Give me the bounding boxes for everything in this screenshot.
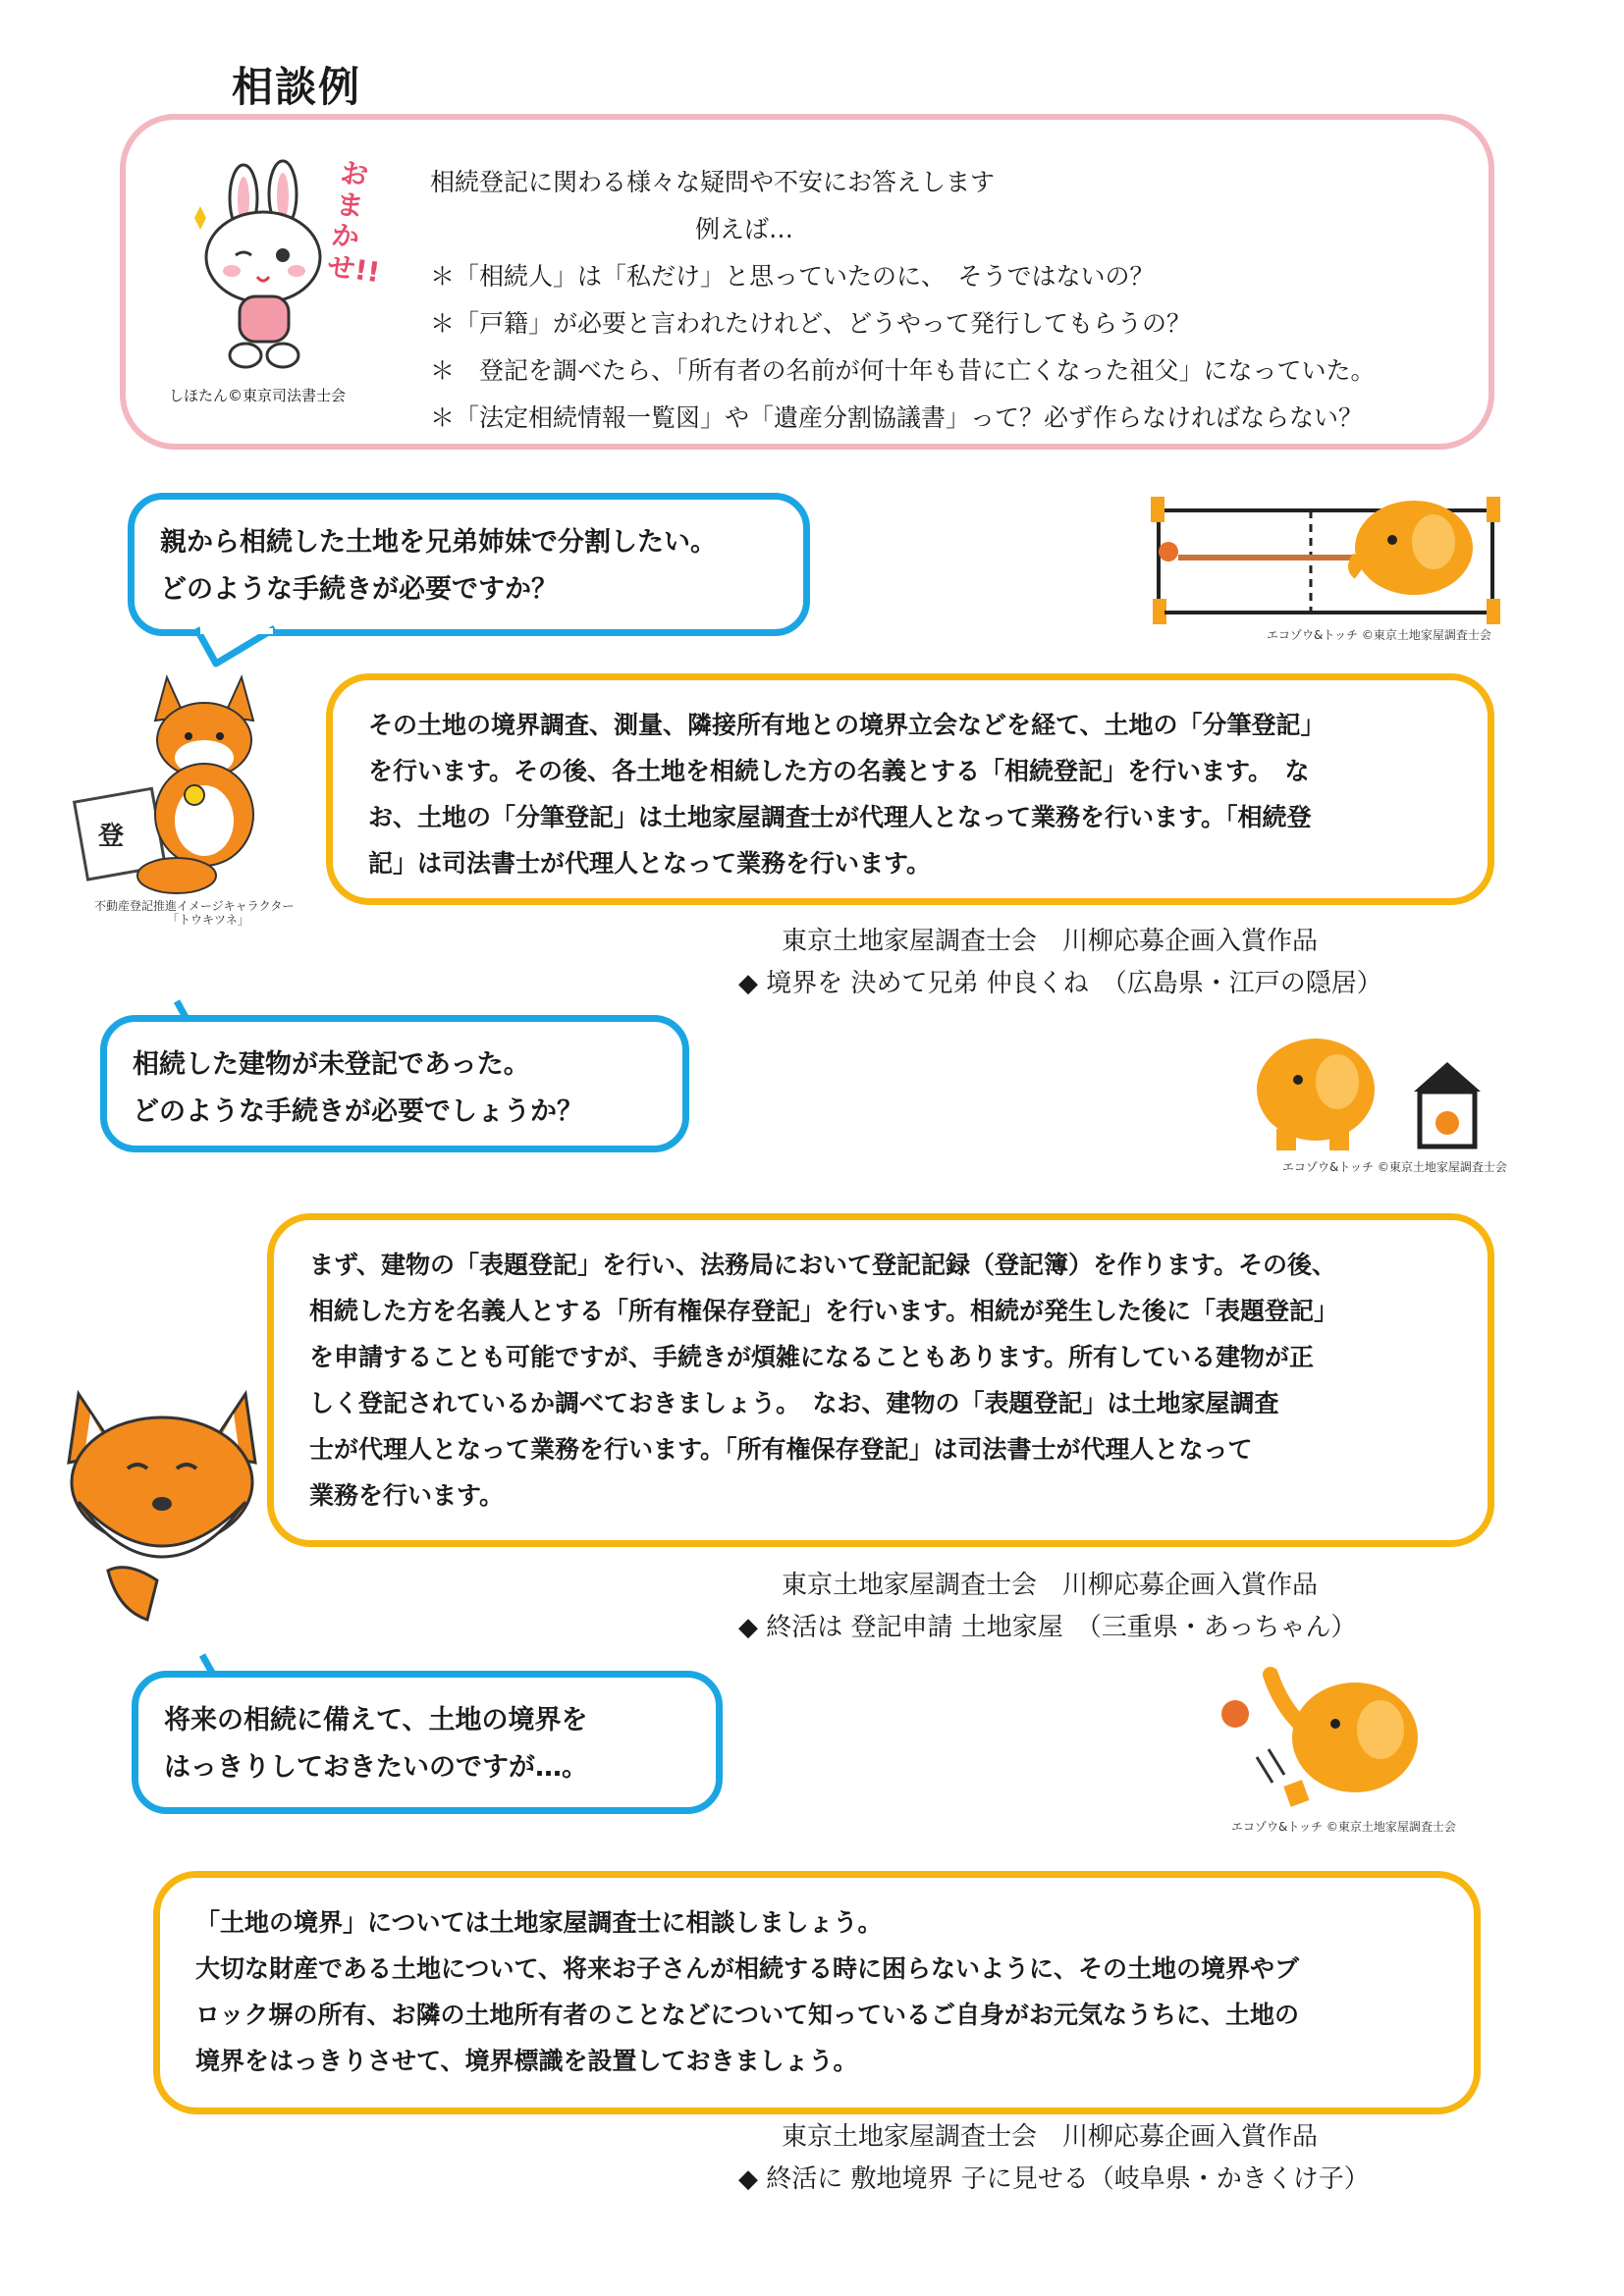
intro-line: ＊「戸籍」が必要と言われたけれど、どうやって発行してもらうの？ — [430, 309, 1192, 338]
illustration-credit: エコゾウ&トッチ ©東京土地家屋調査士会 — [1267, 628, 1491, 642]
answer-line: を申請することも可能ですが、手続きが煩雑になることもあります。所有している建物が正 — [309, 1343, 1315, 1371]
question-line: はっきりしておきたいのですが…。 — [164, 1752, 588, 1783]
answer-bubble — [267, 1213, 1494, 1547]
award-poem: ◆ 境界を 決めて兄弟 仲良くね （広島県・江戸の隠居） — [738, 969, 1382, 998]
award-title: 東京土地家屋調査士会 川柳応募企画入賞作品 — [782, 1571, 1319, 1600]
answer-bubble — [326, 673, 1494, 905]
answer-bubble — [153, 1871, 1481, 2114]
question-line: どのような手続きが必要ですか？ — [160, 574, 558, 605]
answer-line: を行います。その後、各土地を相続した方の名義とする「相続登記」を行います。 な — [368, 757, 1310, 785]
award-poem: ◆ 終活は 登記申請 土地家屋 （三重県・あっちゃん） — [738, 1613, 1357, 1642]
award-block — [738, 1565, 1357, 1643]
answer-line: ロック塀の所有、お隣の土地所有者のことなどについて知っているご自身がお元気なうちに、土地の — [195, 2001, 1300, 2029]
intro-line: ＊ 登記を調べたら、「所有者の名前が何十年も昔に亡くなった祖父」になっていた。 — [430, 356, 1376, 385]
award-poem: ◆ 終活に 敷地境界 子に見せる（岐阜県・かきくけ子） — [738, 2164, 1370, 2194]
intro-panel — [120, 114, 1494, 450]
intro-line: 例えば… — [695, 215, 794, 243]
answer-line: 相続した方を名義人とする「所有権保存登記」を行います。相続が発生した後に「表題登記」 — [309, 1297, 1339, 1325]
award-block — [738, 2116, 1370, 2195]
award-block — [738, 921, 1382, 999]
fox-mascot-icon — [69, 667, 295, 903]
question-line: 親から相続した土地を兄弟姉妹で分割したい。 — [160, 527, 717, 558]
question-bubble — [132, 1671, 723, 1814]
intro-text — [430, 159, 1376, 442]
answer-line: その土地の境界調査、測量、隣接所有地との境界立会などを経て、土地の「分筆登記」 — [368, 711, 1326, 739]
answer-line: 士が代理人となって業務を行います。「所有権保存登記」は司法書士が代理人となって — [309, 1435, 1253, 1464]
answer-line: 大切な財産である土地について、将来お子さんが相続する時に困らないように、その土地の境界やブ — [195, 1954, 1300, 1983]
award-title: 東京土地家屋調査士会 川柳応募企画入賞作品 — [782, 2122, 1319, 2152]
award-title: 東京土地家屋調査士会 川柳応募企画入賞作品 — [782, 927, 1319, 956]
svg-text:登: 登 — [98, 822, 125, 851]
mascot-caption: しほたん©東京司法書士会 — [169, 387, 347, 404]
answer-line: 「土地の境界」については土地家屋調査士に相談しましょう。 — [195, 1908, 883, 1937]
answer-line: まず、建物の「表題登記」を行い、法務局において登記記録（登記簿）を作ります。その後、 — [309, 1251, 1337, 1279]
elephant-bird-illustration-icon — [1208, 1655, 1443, 1822]
fox-caption: 不動産登記推進イメージキャラクター — [94, 899, 295, 913]
question-line: 将来の相続に備えて、土地の境界を — [164, 1705, 588, 1735]
intro-line: 相続登記に関わる様々な疑問や不安にお答えします — [430, 168, 996, 196]
answer-line: 境界をはっきりさせて、境界標識を設置しておきましょう。 — [195, 2047, 858, 2075]
answer-line: 業務を行います。 — [309, 1481, 505, 1510]
elephant-rope-illustration-icon — [1139, 469, 1512, 626]
page-title: 相談例 — [232, 63, 362, 111]
question-tail — [196, 628, 285, 671]
question-bubble — [128, 493, 810, 636]
illustration-credit: エコゾウ&トッチ ©東京土地家屋調査士会 — [1282, 1160, 1507, 1174]
question-bubble — [100, 1015, 689, 1152]
answer-line: 記」は司法書士が代理人となって業務を行います。 — [368, 849, 932, 878]
answer-line: お、土地の「分筆登記」は土地家屋調査士が代理人となって業務を行います。「相続登 — [368, 803, 1312, 831]
fox-caption-name: 「トウキツネ」 — [167, 913, 249, 927]
mascot-badge: おまかせ!! — [325, 156, 382, 290]
intro-line: ＊「法定相続情報一覧図」や「遺産分割協議書」って？必ず作らなければならない？ — [430, 403, 1364, 432]
question-line: 相続した建物が未登記であった。 — [133, 1049, 530, 1080]
answer-line: しく登記されているか調べておきましょう。 なお、建物の「表題登記」は土地家屋調査 — [309, 1389, 1279, 1417]
elephant-house-illustration-icon — [1247, 1021, 1492, 1168]
fox-thinking-mascot-icon — [39, 1374, 275, 1629]
illustration-credit: エコゾウ&トッチ ©東京土地家屋調査士会 — [1231, 1820, 1456, 1834]
question-line: どのような手続きが必要でしょうか？ — [133, 1096, 583, 1127]
intro-line: ＊「相続人」は「私だけ」と思っていたのに、 そうではないの？ — [430, 262, 1155, 291]
